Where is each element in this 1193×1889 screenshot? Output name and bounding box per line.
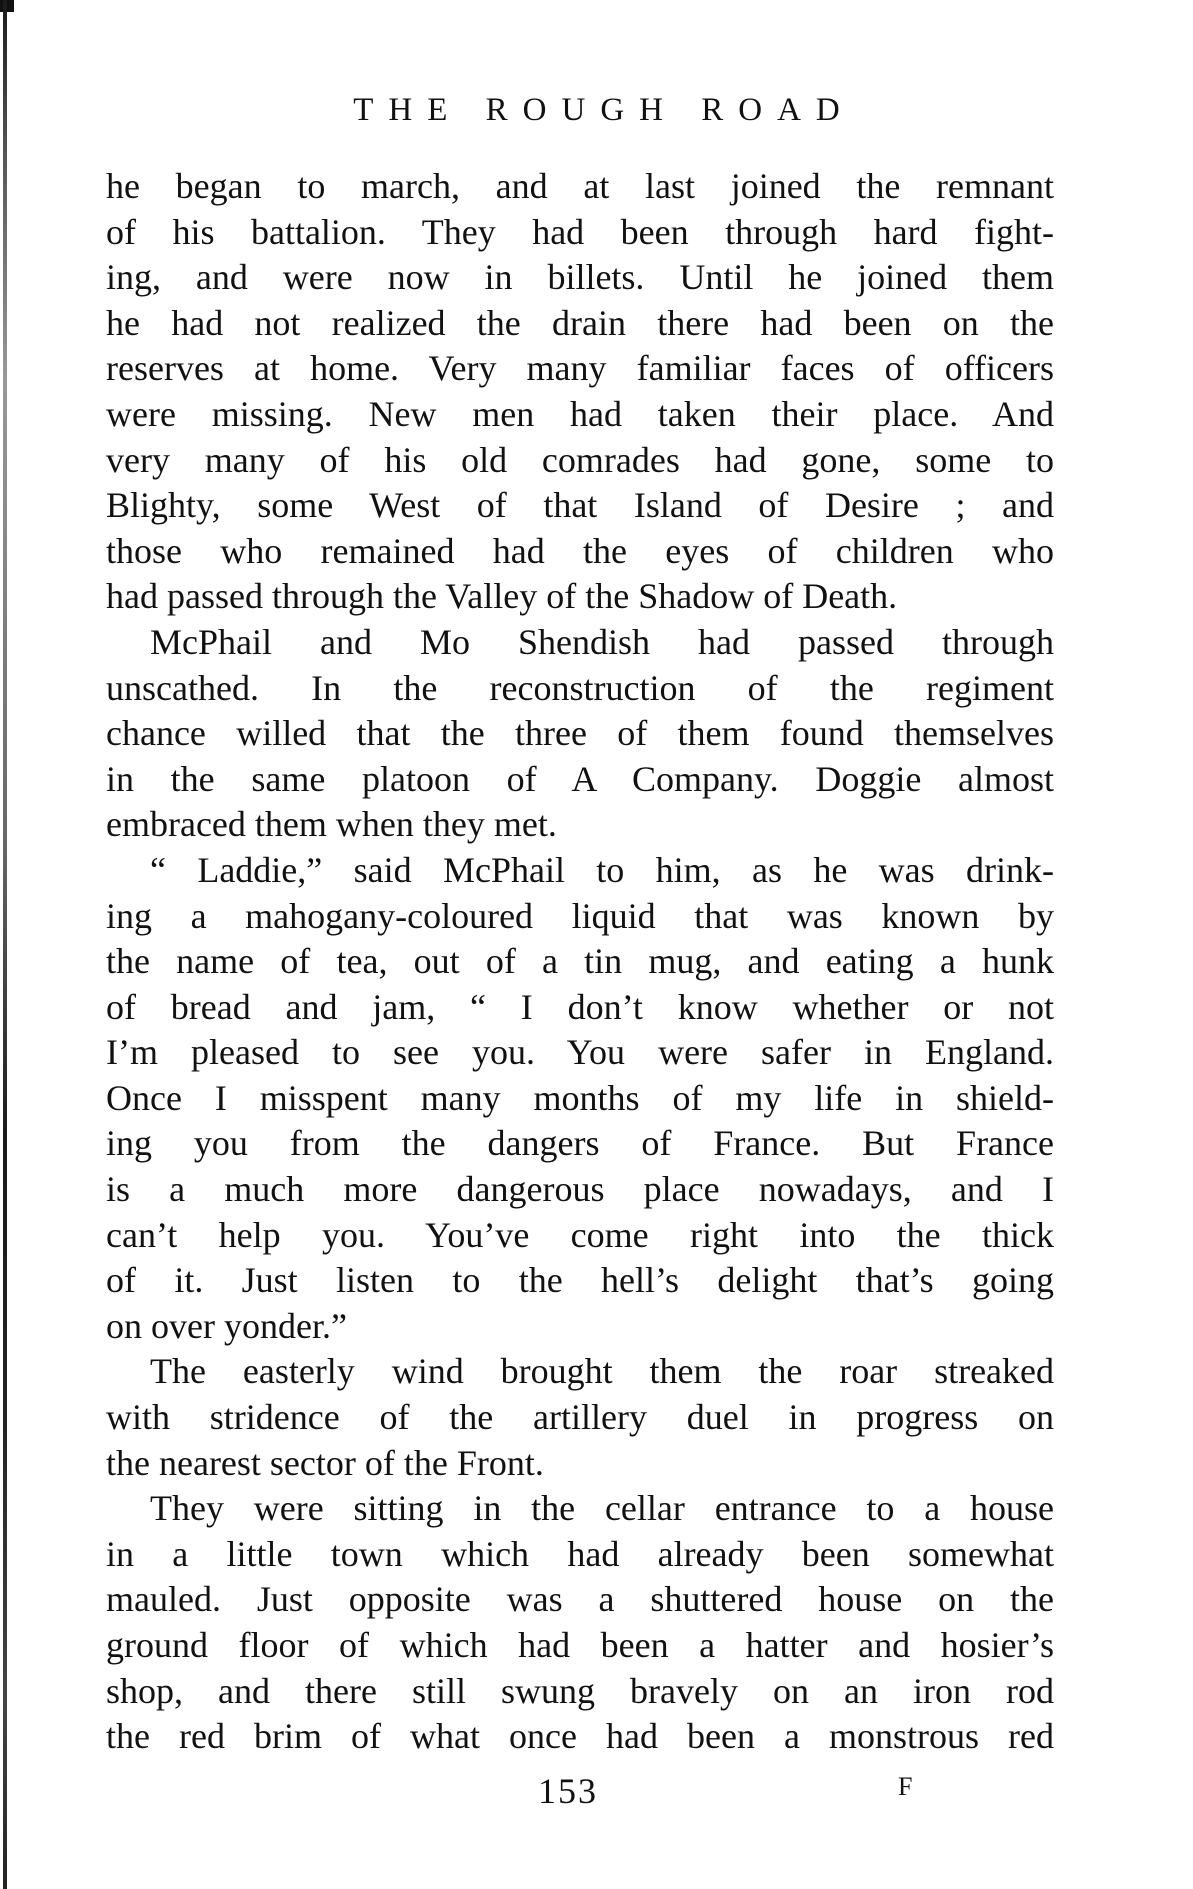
text-line: in the same platoon of A Company. Doggie almost (106, 758, 1054, 799)
text-line: the nearest sector of the Front. (106, 1442, 544, 1483)
text-line: ground floor of which had been a hatter and hosier’s (106, 1625, 1054, 1665)
paragraph (106, 164, 1054, 620)
text-line: of bread and jam, “ I don’t know whether or not (106, 986, 1054, 1027)
binding-spine (3, 0, 7, 1889)
text-line: ing, and were now in billets. Until he joined them (106, 257, 1054, 298)
text-line: the name of tea, out of a tin mug, and eating a hunk (106, 941, 1054, 982)
text-line: he began to march, and at last joined the remnant (106, 166, 1054, 206)
paragraph (106, 848, 1054, 1350)
text-line: those who remained had the eyes of children who (106, 530, 1054, 571)
text-line: on over yonder.” (106, 1305, 347, 1346)
text-line: ing a mahogany-coloured liquid that was known by (106, 895, 1054, 936)
text-line: “ Laddie,” said McPhail to him, as he was drink- (150, 849, 1054, 890)
paragraph (106, 1486, 1054, 1760)
text-line: had passed through the Valley of the Shadow of Death. (106, 576, 898, 617)
text-line: in a little town which had already been somewhat (106, 1533, 1054, 1574)
text-line: ing you from the dangers of France. But France (106, 1123, 1054, 1164)
text-line: Once I misspent many months of my life in shield- (106, 1077, 1054, 1118)
text-line: very many of his old comrades had gone, some to (106, 439, 1054, 480)
text-line: were missing. New men had taken their place. And (106, 393, 1054, 434)
text-line: can’t help you. You’ve come right into the thick (106, 1214, 1054, 1255)
signature-mark: F (898, 1772, 913, 1801)
text-line: mauled. Just opposite was a shuttered house on the (106, 1579, 1054, 1620)
body-text (106, 164, 1054, 1760)
text-line: chance willed that the three of them found themselves (106, 713, 1054, 754)
text-line: The easterly wind brought them the roar streaked (150, 1351, 1054, 1392)
text-line: McPhail and Mo Shendish had passed through (150, 621, 1054, 662)
text-line: shop, and there still swung bravely on an iron rod (106, 1670, 1054, 1711)
text-line: unscathed. In the reconstruction of the regiment (106, 667, 1054, 708)
binding-edge (0, 0, 14, 1889)
text-line: Blighty, some West of that Island of Desire ; and (106, 485, 1054, 526)
text-line: the red brim of what once had been a monstrous red (106, 1716, 1054, 1757)
text-line: embraced them when they met. (106, 804, 557, 845)
text-line: with stridence of the artillery duel in progress on (106, 1397, 1054, 1438)
running-head: THE ROUGH ROAD (353, 92, 855, 128)
paragraph (106, 620, 1054, 848)
text-line: reserves at home. Very many familiar faces of officers (106, 348, 1054, 389)
text-line: of it. Just listen to the hell’s delight that’s going (106, 1260, 1054, 1301)
paragraph (106, 1349, 1054, 1486)
text-line: They were sitting in the cellar entrance to a house (150, 1488, 1054, 1529)
text-line: of his battalion. They had been through hard fight- (106, 211, 1054, 252)
text-line: I’m pleased to see you. You were safer in England. (106, 1032, 1054, 1073)
page-number: 153 (538, 1771, 598, 1811)
text-line: he had not realized the drain there had been on the (106, 302, 1054, 343)
text-line: is a much more dangerous place nowadays, and I (106, 1169, 1054, 1210)
